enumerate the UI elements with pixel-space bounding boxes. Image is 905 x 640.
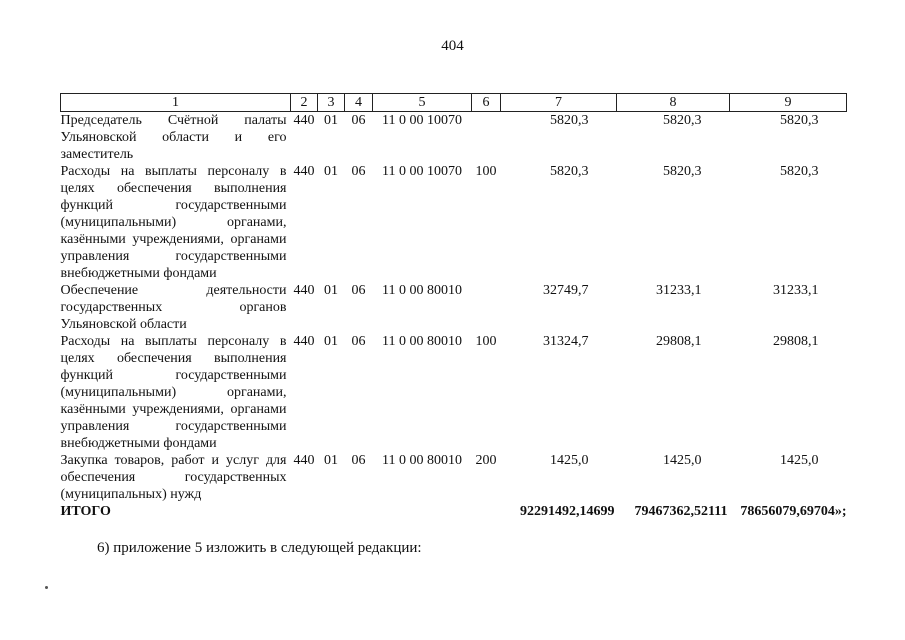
row-section-code: 01 bbox=[324, 453, 338, 468]
total-label: ИТОГО bbox=[60, 504, 111, 519]
total-amount-3: 78656079,69704»; bbox=[740, 504, 847, 519]
row-amount-1: 32749,7 bbox=[543, 283, 589, 298]
table-row bbox=[61, 163, 847, 282]
table-row bbox=[61, 282, 847, 333]
row-target-code: 11 0 00 80010 bbox=[382, 453, 462, 468]
header-cell: 4 bbox=[345, 94, 373, 112]
row-subsection-code: 06 bbox=[351, 113, 366, 128]
header-cell: 8 bbox=[617, 94, 730, 112]
total-row bbox=[61, 503, 847, 520]
row-subsection-code: 06 bbox=[351, 334, 366, 349]
header-cell: 3 bbox=[318, 94, 345, 112]
row-amount-2: 5820,3 bbox=[663, 164, 702, 179]
total-amount-2: 79467362,52111 bbox=[634, 504, 728, 519]
row-name: Расходы на выплаты персоналу в целях обеспечения выполнения функций государственными (муниципальными) органами, казёнными учреждениями, органами управления государственными внебюджетными фондами bbox=[60, 334, 287, 451]
row-amount-2: 29808,1 bbox=[656, 334, 702, 349]
row-expense-type bbox=[472, 282, 501, 333]
row-name: Председатель Счётной палаты Ульяновской области и его заместитель bbox=[60, 113, 287, 162]
row-subsection-code: 06 bbox=[351, 453, 366, 468]
row-amount-1: 5820,3 bbox=[550, 113, 589, 128]
row-ministry-code: 440 bbox=[293, 164, 315, 179]
row-amount-1: 1425,0 bbox=[550, 453, 589, 468]
row-amount-3: 31233,1 bbox=[773, 283, 819, 298]
row-amount-1: 31324,7 bbox=[543, 334, 589, 349]
row-expense-type bbox=[472, 112, 501, 164]
row-amount-2: 5820,3 bbox=[663, 113, 702, 128]
header-cell: 1 bbox=[61, 94, 291, 112]
row-target-code: 11 0 00 10070 bbox=[382, 113, 462, 128]
row-target-code: 11 0 00 80010 bbox=[382, 283, 462, 298]
row-subsection-code: 06 bbox=[351, 164, 366, 179]
header-cell: 6 bbox=[472, 94, 501, 112]
row-amount-2: 31233,1 bbox=[656, 283, 702, 298]
row-subsection-code: 06 bbox=[351, 283, 366, 298]
total-amount-1: 92291492,14699 bbox=[520, 504, 615, 519]
row-expense-type: 100 bbox=[475, 164, 497, 179]
row-name: Расходы на выплаты персоналу в целях обеспечения выполнения функций государственными (муниципальными) органами, казёнными учреждениями, органами управления государственными внебюджетными фондами bbox=[60, 164, 287, 281]
header-cell: 5 bbox=[373, 94, 472, 112]
row-amount-3: 5820,3 bbox=[780, 113, 819, 128]
budget-table bbox=[60, 93, 847, 520]
row-ministry-code: 440 bbox=[293, 453, 315, 468]
row-section-code: 01 bbox=[324, 283, 338, 298]
table-row bbox=[61, 112, 847, 164]
header-cell: 2 bbox=[291, 94, 318, 112]
header-cell: 9 bbox=[730, 94, 847, 112]
row-amount-2: 1425,0 bbox=[663, 453, 702, 468]
row-amount-3: 1425,0 bbox=[780, 453, 819, 468]
header-cell: 7 bbox=[501, 94, 617, 112]
row-section-code: 01 bbox=[324, 164, 338, 179]
amendment-text: 6) приложение 5 изложить в следующей редакции: bbox=[97, 540, 422, 556]
header-row bbox=[61, 94, 847, 112]
row-name: Закупка товаров, работ и услуг для обеспечения государственных (муниципальных) нужд bbox=[60, 453, 287, 502]
row-amount-3: 29808,1 bbox=[773, 334, 819, 349]
page-number: 404 bbox=[441, 38, 464, 54]
row-section-code: 01 bbox=[324, 334, 338, 349]
row-expense-type: 200 bbox=[475, 453, 497, 468]
row-ministry-code: 440 bbox=[293, 334, 315, 349]
table-row bbox=[61, 333, 847, 452]
row-amount-3: 5820,3 bbox=[780, 164, 819, 179]
table-row bbox=[61, 452, 847, 503]
row-target-code: 11 0 00 10070 bbox=[382, 164, 462, 179]
row-section-code: 01 bbox=[324, 113, 338, 128]
row-target-code: 11 0 00 80010 bbox=[382, 334, 462, 349]
scan-speck bbox=[45, 586, 48, 589]
row-expense-type: 100 bbox=[475, 334, 497, 349]
row-ministry-code: 440 bbox=[293, 283, 315, 298]
row-ministry-code: 440 bbox=[293, 113, 315, 128]
row-name: Обеспечение деятельности государственных органов Ульяновской области bbox=[60, 283, 287, 332]
row-amount-1: 5820,3 bbox=[550, 164, 589, 179]
